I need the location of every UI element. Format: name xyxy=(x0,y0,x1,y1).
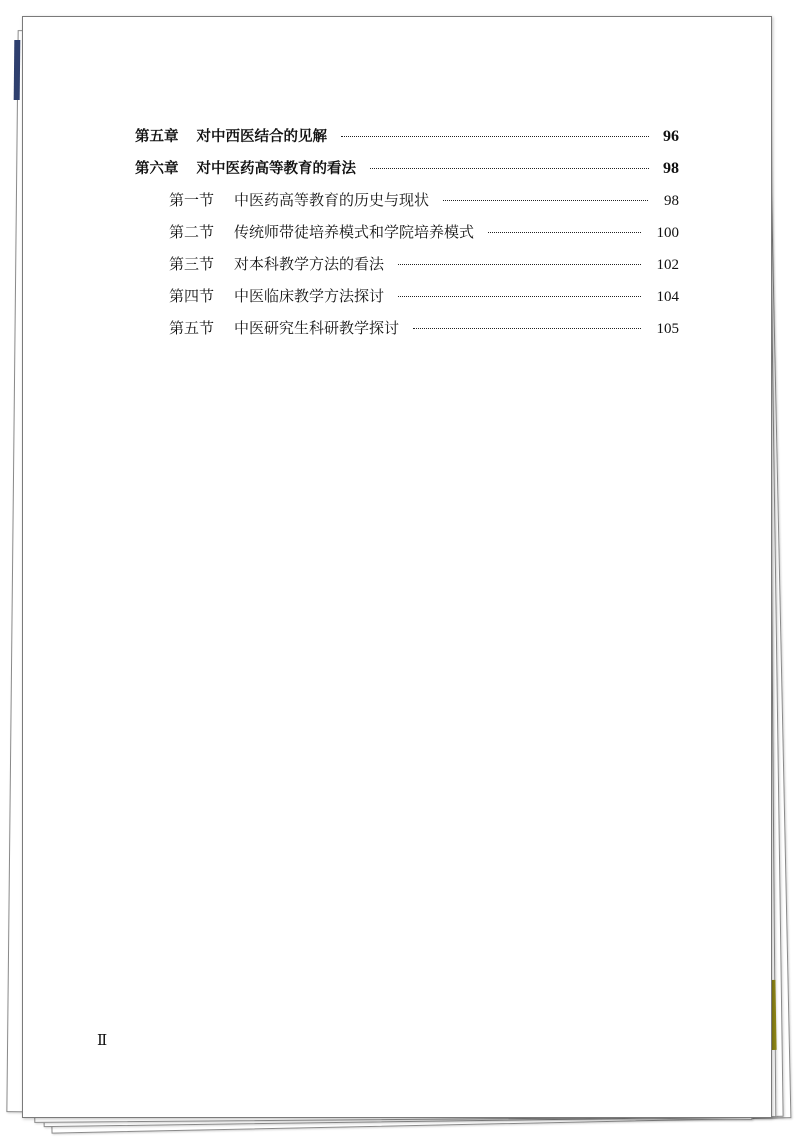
toc-entry-number: 第三节 xyxy=(169,255,215,273)
toc-entry-page: 102 xyxy=(656,257,679,273)
toc-entry-number: 第四节 xyxy=(169,287,215,305)
toc-entry-title: 对中医药高等教育的看法 xyxy=(196,161,356,177)
document-page xyxy=(22,16,772,1118)
toc-entry-number: 第一节 xyxy=(169,191,215,209)
toc-entry-title: 对本科教学方法的看法 xyxy=(234,255,385,273)
toc-entry-number: 第六章 xyxy=(135,161,179,177)
dot-leader xyxy=(341,136,649,137)
toc-entry-page: 104 xyxy=(656,289,679,305)
toc-entry-title: 对中西医结合的见解 xyxy=(196,129,327,145)
toc-entry-number: 第五章 xyxy=(135,129,179,145)
toc-entry-title: 传统师带徒培养模式和学院培养模式 xyxy=(234,223,475,241)
toc-entry-page: 98 xyxy=(664,193,679,209)
dot-leader xyxy=(398,264,640,265)
dot-leader xyxy=(488,232,640,233)
toc-entry-title: 中医药高等教育的历史与现状 xyxy=(234,191,430,209)
toc-entry-page: 96 xyxy=(663,128,679,145)
table-of-contents xyxy=(135,125,679,349)
toc-entry-number: 第五节 xyxy=(169,319,215,337)
toc-section-3[interactable] xyxy=(135,253,679,285)
toc-section-5[interactable] xyxy=(135,317,679,349)
dot-leader xyxy=(443,200,648,201)
page-folio: Ⅱ xyxy=(97,1033,108,1049)
toc-entry-title: 中医临床教学方法探讨 xyxy=(234,287,385,305)
toc-entry-number: 第二节 xyxy=(169,223,215,241)
dot-leader xyxy=(398,296,640,297)
toc-section-2[interactable] xyxy=(135,221,679,253)
dot-leader xyxy=(413,328,640,329)
toc-chapter-6[interactable] xyxy=(135,157,679,189)
toc-entry-page: 98 xyxy=(663,160,679,177)
toc-entry-page: 100 xyxy=(656,225,679,241)
toc-section-1[interactable] xyxy=(135,189,679,221)
cover-edge-blue xyxy=(14,40,21,100)
toc-chapter-5[interactable] xyxy=(135,125,679,157)
toc-entry-page: 105 xyxy=(656,321,679,337)
dot-leader xyxy=(370,168,649,169)
toc-entry-title: 中医研究生科研教学探讨 xyxy=(234,319,400,337)
toc-section-4[interactable] xyxy=(135,285,679,317)
